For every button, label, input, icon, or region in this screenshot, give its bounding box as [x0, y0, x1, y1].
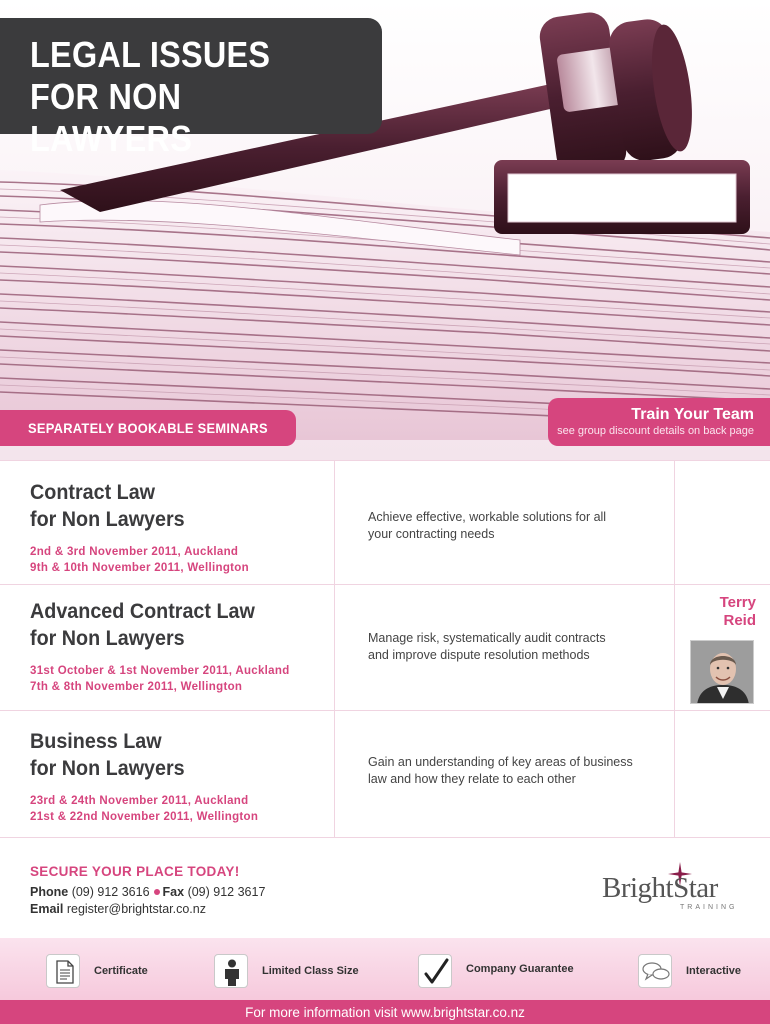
- certificate-icon: [46, 954, 80, 988]
- seminar-description-line: Achieve effective, workable solutions for all: [368, 510, 607, 524]
- seminar-title-line: Advanced Contract Law: [30, 600, 255, 623]
- person-icon: [214, 954, 248, 988]
- speech-bubbles-icon: [638, 954, 672, 988]
- seminar-date: 2nd & 3rd November 2011, Auckland: [30, 546, 239, 558]
- seminar-title-line: for Non Lawyers: [30, 627, 185, 650]
- fax-label: Fax: [162, 885, 185, 899]
- title-line-1: LEGAL ISSUES: [30, 34, 271, 75]
- train-your-team-tab: [548, 398, 770, 446]
- logo-wordmark: BrightStar: [602, 872, 718, 904]
- seminar-description-line: law and how they relate to each other: [368, 772, 576, 786]
- seminar-date: 7th & 8th November 2011, Wellington: [30, 680, 243, 693]
- seminar-date: 23rd & 24th November 2011, Auckland: [30, 795, 249, 807]
- feature-label: Company Guarantee: [466, 963, 574, 975]
- seminar-description-line: Gain an understanding of key areas of business: [368, 755, 633, 769]
- seminar-description-line: Manage risk, systematically audit contracts: [368, 631, 606, 645]
- phone-fax-row: [30, 885, 265, 899]
- seminar-title-line: for Non Lawyers: [30, 508, 185, 531]
- checkmark-icon: [418, 954, 452, 988]
- presenter-first-name: Terry: [719, 594, 756, 611]
- presenter: [676, 594, 770, 630]
- presenter-photo: [690, 640, 754, 704]
- cta-heading: SECURE YOUR PLACE TODAY!: [30, 864, 240, 879]
- group-discount-note: see group discount details on back page: [557, 425, 754, 437]
- seminar-description: [368, 630, 658, 664]
- footer-bar: [0, 1000, 770, 1024]
- seminar-title-line: Business Law: [30, 730, 162, 753]
- phone-number: (09) 912 3616: [71, 885, 150, 899]
- email-address[interactable]: register@brightstar.co.nz: [66, 902, 206, 916]
- seminar-business-law: [0, 712, 770, 838]
- seminar-description-line: your contracting needs: [368, 527, 495, 541]
- title-box: [0, 18, 382, 159]
- fax-number: (09) 912 3617: [187, 885, 266, 899]
- seminar-contract-law: [0, 461, 770, 585]
- feature-label: Certificate: [94, 965, 148, 977]
- features-band: [0, 938, 770, 1000]
- train-your-team-title: Train Your Team: [631, 406, 754, 423]
- phone-label: Phone: [30, 885, 69, 899]
- hero-banner: [0, 0, 770, 460]
- logo-subtitle: TRAINING: [680, 904, 738, 911]
- title-line-2: FOR NON LAWYERS: [30, 76, 193, 159]
- feature-label: Interactive: [686, 965, 742, 977]
- email-row: [30, 902, 265, 916]
- footer-link[interactable]: For more information visit www.brightstar.co.nz: [245, 1005, 525, 1020]
- seminar-date: 21st & 22nd November 2011, Wellington: [30, 810, 259, 823]
- seminar-date: 9th & 10th November 2011, Wellington: [30, 561, 249, 574]
- seminar-description-line: and improve dispute resolution methods: [368, 648, 590, 662]
- email-label: Email: [30, 902, 64, 916]
- seminar-advanced-contract-law: [0, 586, 770, 711]
- seminar-description: [368, 509, 658, 543]
- seminars-tab-label: SEPARATELY BOOKABLE SEMINARS: [28, 420, 268, 436]
- presenter-last-name: Reid: [723, 612, 756, 629]
- contact-block: [30, 864, 265, 916]
- seminar-description: [368, 754, 658, 788]
- brightstar-logo: [602, 862, 742, 914]
- seminars-tab: [0, 410, 296, 446]
- bullet-dot: [154, 889, 160, 895]
- seminar-title-line: Contract Law: [30, 481, 156, 504]
- feature-label: Limited Class Size: [262, 965, 359, 977]
- seminar-date: 31st October & 1st November 2011, Auckland: [30, 665, 290, 677]
- seminar-title-line: for Non Lawyers: [30, 757, 185, 780]
